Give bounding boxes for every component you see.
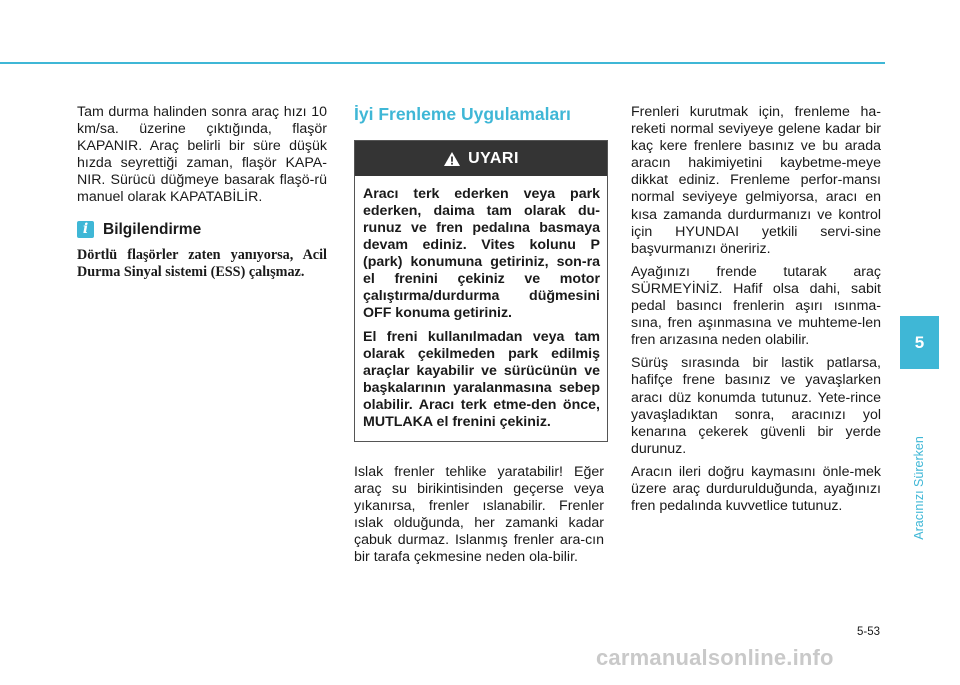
dry-brakes-paragraph: Frenleri kurutmak için, frenleme ha-reketi normal seviyeye gelene kadar bir kaç kere frenlere basınız ve bu arada aracın hakimiyetini kaybetme-meye dikkat ediniz. Frenleme perfor-mansı normal seviyeye gelmiyorsa, aracı en kısa zamanda durdurmanızı ve kontrol için HYUNDAI yetkili servi-sine başvurmanızı öneririz.: [631, 104, 881, 257]
hazard-light-paragraph: Tam durma halinden sonra araç hızı 10 km/sa. üzerine çıktığında, flaşör KAPANIR. Araç belirli bir süre düşük hızda seyrettiği zaman, flaşör KAPA-NIR. Sürücü düğmeye basarak flaşö-rü manuel olarak KAPATABİLİR.: [77, 104, 327, 206]
warning-paragraph-2: El freni kullanılmadan veya tam olarak çekilmeden park edilmiş araçlar kayabilir ve sürücünün ve başkalarının yaralanmasına sebep olabilir. Aracı terk etme-den önce, MUTLAKA el frenini çekiniz.: [363, 329, 600, 430]
column-left: [77, 104, 327, 281]
no-riding-brake-paragraph: Ayağınızı frende tutarak araç SÜRMEYİNİZ. Hafif olsa dahi, sabit pedal basıncı frenlerin aşırı ısınma-sına, fren aşınmasına ve muhteme-len fren arızasına neden olabilir.: [631, 263, 881, 349]
warning-box: [354, 140, 608, 442]
tire-burst-paragraph: Sürüş sırasında bir lastik patlarsa, hafifçe frene basınız ve yavaşlarken aracı düz konumda tutunuz. Yete-rince yavaşladıktan sonra, aracınızı yol kenarına çekerek güvenli bir yerde durunuz.: [631, 355, 881, 457]
section-title: İyi Frenleme Uygulamaları: [354, 104, 571, 124]
wet-brakes-paragraph: Islak frenler tehlike yaratabilir! Eğer araç su birikintisinden geçerse veya yıkanırsa, frenler ıslanabilir. Frenler ıslak olduğunda, her zamanki kadar çabuk durmaz. Islanmış frenler ara-cın bir tarafa çekmesine neden ola-bilir.: [354, 464, 604, 566]
info-heading: [77, 221, 327, 239]
warning-paragraph-1: Aracı terk ederken veya park ederken, daima tam olarak du-runuz ve fren pedalına basmaya devam ediniz. Vites kolunu P (park) konumuna getiriniz, son-ra el frenini çekiniz ve motor çalıştırma/durdurma düğmesini OFF konuma getiriniz.: [363, 186, 600, 321]
column-middle: [354, 104, 604, 573]
chapter-tab: 5: [900, 316, 939, 369]
hold-brake-paragraph: Aracın ileri doğru kaymasını önle-mek üzere araç durdurulduğunda, ayağınızı fren pedalında kuvvetlice tutunuz.: [631, 463, 881, 515]
info-title: Bilgilendirme: [103, 220, 202, 238]
watermark: carmanualsonline.info: [596, 645, 834, 670]
warning-body: [355, 176, 607, 441]
info-icon: i: [77, 221, 94, 238]
top-rule: [0, 62, 885, 64]
info-text: Dörtlü flaşörler zaten yanıyorsa, Acil Durma Sinyal sistemi (ESS) çalışmaz.: [77, 246, 327, 280]
warning-title: UYARI: [468, 149, 519, 167]
warning-triangle-icon: [443, 151, 461, 167]
chapter-label: Aracınızı Sürerken: [912, 436, 926, 540]
column-right: [631, 104, 881, 521]
page-number: 5-53: [857, 626, 881, 638]
warning-header: [355, 141, 607, 176]
